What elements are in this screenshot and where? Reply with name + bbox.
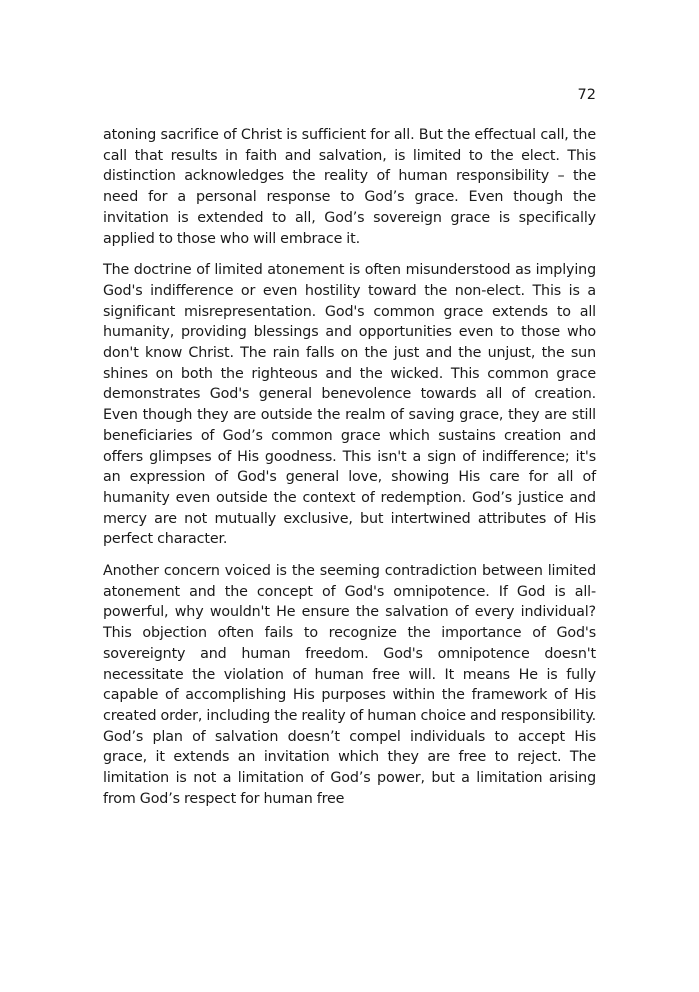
- page-number: 72: [577, 87, 596, 103]
- paragraph-2: The doctrine of limited atonement is often misunderstood as implying God's indifference or even hostility toward the non-elect. This is a significant misrepresentation. God's common grace extends to all humanity, providing blessings and opportunities even to those who don't know Christ. The rain falls on the just and the unjust, the sun shines on both the righteous and the wicked. This common grace demonstrates God's general benevolence towards all of creation. Even though they are outside the realm of saving grace, they are still beneficiaries of God’s common grace which sustains creation and offers glimpses of His goodness. This isn't a sign of indifference; it's an expression of God's general love, showing His care for all of humanity even outside the context of redemption. God’s justice and mercy are not mutually exclusive, but intertwined attributes of His perfect character.: [103, 262, 596, 548]
- paragraph-1: atoning sacrifice of Christ is sufficient for all. But the effectual call, the call that results in faith and salvation, is limited to the elect. This distinction acknowledges the reality of human responsibility – the need for a personal response to God’s grace. Even though the invitation is extended to all, God’s sovereign grace is specifically applied to those who will embrace it.: [103, 127, 596, 247]
- body-text: [103, 125, 596, 821]
- paragraph-3: Another concern voiced is the seeming contradiction between limited atonement and the concept of God's omnipotence. If God is all-powerful, why wouldn't He ensure the salvation of every individual? This objection often fails to recognize the importance of God's sovereignty and human freedom. God's omnipotence doesn't necessitate the violation of human free will. It means He is fully capable of accomplishing His purposes within the framework of His created order, including the reality of human choice and responsibility. God’s plan of salvation doesn’t compel individuals to accept His grace, it extends an invitation which they are free to reject. The limitation is not a limitation of God’s power, but a limitation arising from God’s respect for human free: [103, 563, 596, 807]
